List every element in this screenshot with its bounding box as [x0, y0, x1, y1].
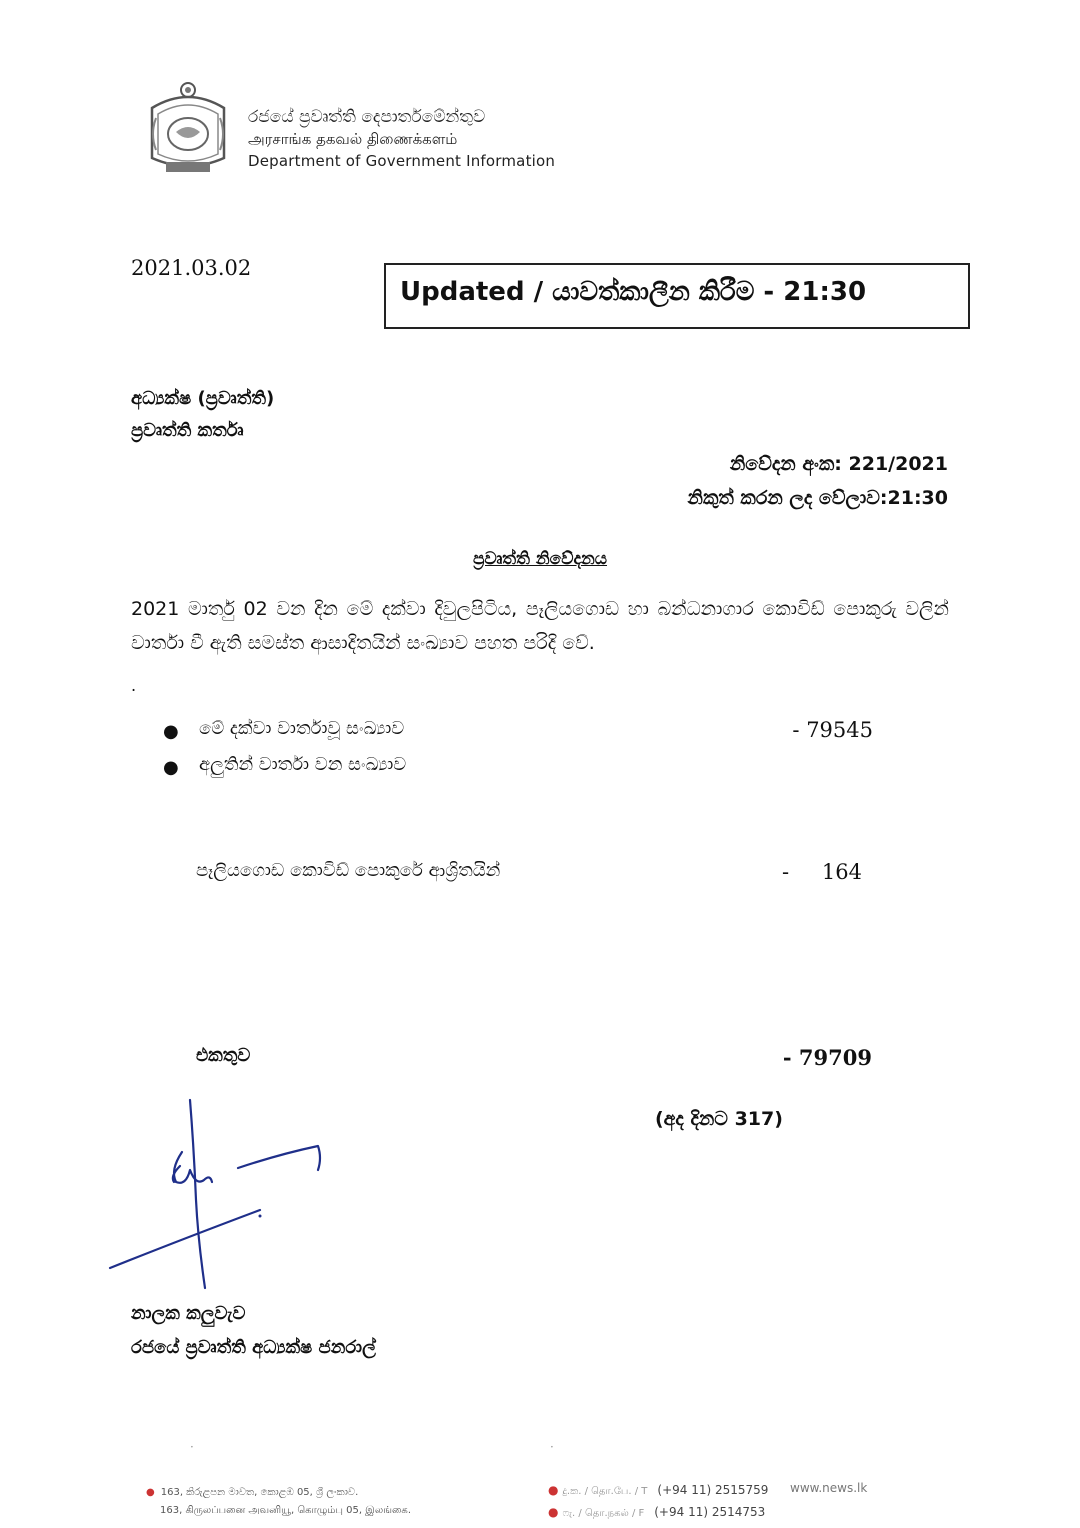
footer-bullet-icon: ● — [548, 1483, 559, 1497]
footer-bullet-icon: ● — [548, 1505, 559, 1519]
footer-website: www.news.lk — [790, 1481, 868, 1495]
sub-item-label: පෑලියගොඩ කොවිඩ් පොකුරේ ආශ්‍රිතයින් — [196, 860, 501, 881]
list-item — [163, 754, 873, 784]
signer-title: රජයේ ප්‍රවෘත්ති අධ්‍යක්ෂ ජනරාල් — [131, 1337, 376, 1358]
bullet-icon: ● — [163, 721, 179, 742]
bullet-value: - 79545 — [792, 718, 873, 742]
footer-address-tamil: 163, கிருலப்பனை அவனியூ, கொழும்பு 05, இலங்கை. — [160, 1505, 412, 1516]
addressee-block — [131, 383, 274, 447]
fax-number: (+94 11) 2514753 — [654, 1505, 766, 1519]
sub-item-value: 164 — [821, 860, 862, 884]
update-box — [384, 263, 970, 329]
signer-name: නාලක කලුවැව — [131, 1303, 246, 1324]
today-count-note: (අද දිනට 317) — [655, 1108, 783, 1130]
total-value: - 79709 — [782, 1045, 872, 1070]
issued-time: නිකුත් කරන ලද වේලාව:21:30 — [687, 487, 948, 509]
bullet-label: අලුතින් වාර්තා වන සංඛ්‍යාව — [199, 754, 407, 775]
list-item — [163, 718, 873, 748]
addressee-line-2: ප්‍රවෘත්ති කර්තෘ — [131, 420, 244, 441]
footer-contact-block — [548, 1480, 768, 1524]
body-paragraph: 2021 මාර්තු 02 වන දින මේ දක්වා දිවුලපිටිය, පෑලියගොඩ හා බන්ධනාගාර කොවිඩ් පොකුරු වලින් වාර්තා වී ඇති සමස්ත ආසාදිතයින් සංඛ්‍යාව පහත පරිදි වේ. — [131, 598, 949, 654]
phone-number: (+94 11) 2515759 — [657, 1483, 769, 1497]
document-date: 2021.03.02 — [131, 256, 252, 280]
notice-number: නිවේදන අංක: 221/2021 — [729, 453, 948, 475]
government-emblem-icon — [142, 78, 234, 178]
print-mark: · — [190, 1440, 194, 1454]
print-mark: · — [550, 1440, 554, 1454]
footer-address-block — [146, 1484, 411, 1520]
addressee-line-1: අධ්‍යක්ෂ (ප්‍රවෘත්ති) — [131, 388, 275, 409]
department-name-english: Department of Government Information — [248, 152, 556, 170]
stray-mark: . — [131, 676, 137, 695]
footer-bullet-icon: ● — [146, 1487, 155, 1498]
department-name-block — [248, 106, 555, 172]
signature-icon — [100, 1090, 340, 1290]
fax-label: ෆැ. / தொ.நகல் / F — [562, 1508, 645, 1519]
signer-block — [131, 1297, 376, 1365]
total-label: එකතුව — [196, 1045, 251, 1066]
update-box-text: Updated / යාවත්කාලීන කිරීම - 21:30 — [400, 277, 867, 307]
bullet-icon: ● — [163, 757, 179, 778]
footer-address-sinhala: 163, කිරුළපන මාවත, කොළඹ 05, ශ්‍රී ලංකාව. — [160, 1487, 359, 1498]
sub-item-dash: - — [782, 860, 790, 884]
department-name-tamil: அரசாங்க தகவல் திணைக்களம் — [248, 130, 458, 148]
press-release-title: ප්‍රවෘත්ති නිවේදනය — [472, 549, 608, 569]
phone-label: දු.ක. / தொ.பே. / T — [562, 1486, 648, 1497]
bullet-label: මේ දක්වා වාර්තාවූ සංඛ්‍යාව — [199, 718, 405, 739]
reference-block — [688, 447, 948, 515]
department-name-sinhala: රජයේ ප්‍රවෘත්ති දෙපාර්තමේන්තුව — [248, 107, 486, 127]
